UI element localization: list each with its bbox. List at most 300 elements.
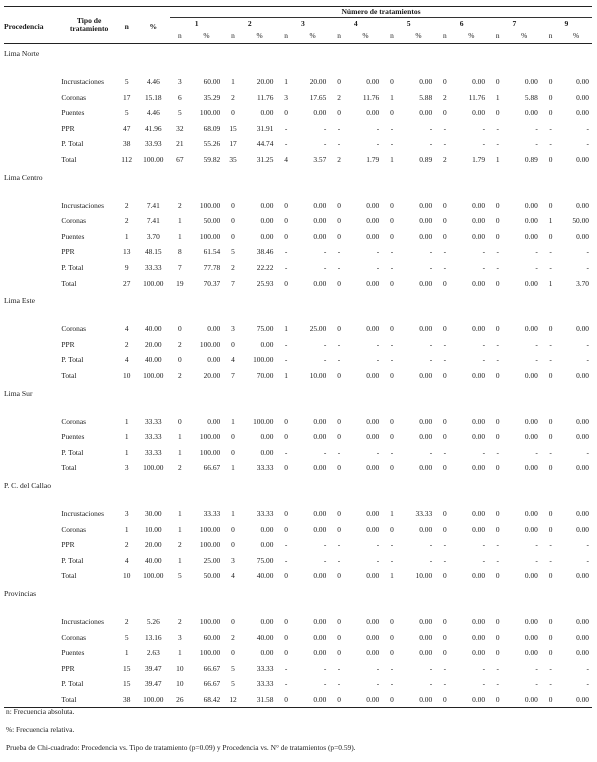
treatment-type-cell: Puentes: [61, 231, 85, 241]
treatment-pct-cell: -: [323, 123, 327, 133]
treatment-pct-cell: 44.74: [256, 139, 274, 149]
treatment-n-cell: 0: [443, 648, 447, 658]
treatment-pct-cell: 0.00: [402, 692, 436, 708]
treatment-n-cell: 0: [495, 200, 500, 210]
treatment-pct-cell: -: [429, 123, 433, 133]
header-treatment-1: 1: [194, 18, 199, 28]
treatment-n-cell: -: [390, 139, 394, 149]
pct-cell: 39.47: [144, 679, 162, 689]
treatment-n-cell: -: [390, 540, 394, 550]
treatment-n-cell: 0: [231, 616, 235, 626]
treatment-pct-cell: 0.00: [524, 648, 538, 658]
empty-cell: [4, 537, 61, 553]
treatment-n-cell: 0: [337, 231, 341, 241]
treatment-pct-cell: 0.00: [472, 524, 486, 534]
table-row: [4, 460, 592, 476]
treatment-pct-cell: 0.00: [524, 416, 538, 426]
treatment-pct-cell: -: [586, 263, 589, 273]
subheader-n: n: [231, 31, 235, 41]
treatment-pct-cell: -: [376, 679, 380, 689]
treatment-n-cell: -: [284, 540, 288, 550]
treatment-pct-cell: 0.00: [260, 648, 274, 658]
treatment-n-cell: 0: [495, 632, 500, 642]
treatment-n-cell: 1: [231, 463, 235, 473]
treatment-pct-cell: 0.00: [260, 231, 274, 241]
treatment-n-cell: -: [284, 355, 288, 365]
treatment-pct-cell: 0.89: [419, 155, 433, 165]
treatment-n-cell: -: [549, 447, 552, 457]
treatment-pct-cell: 0.00: [472, 371, 486, 380]
treatment-n-cell: 1: [495, 92, 500, 102]
n-cell: 1: [124, 447, 129, 457]
treatment-n-cell: 3: [231, 324, 235, 334]
treatment-n-cell: 21: [176, 139, 184, 149]
treatment-pct-cell: 0.00: [472, 432, 486, 442]
header-treatment-6: 6: [459, 18, 464, 28]
treatment-type-cell: Total: [61, 155, 77, 165]
treatment-pct-cell: -: [535, 679, 538, 689]
treatment-pct-cell: 0.00: [576, 571, 589, 581]
empty-cell: [4, 445, 61, 461]
treatment-n-cell: 3: [177, 77, 182, 87]
treatment-pct-cell: -: [586, 679, 589, 689]
treatment-n-cell: 1: [177, 216, 182, 226]
n-cell: 2: [124, 616, 129, 626]
treatment-n-cell: 3: [177, 632, 182, 642]
treatment-pct-cell: 3.70: [576, 278, 589, 288]
treatment-pct-cell: -: [429, 447, 433, 457]
treatment-n-cell: -: [284, 679, 288, 689]
treatment-type-cell: Total: [61, 463, 77, 473]
treatment-type-cell: P. Total: [61, 139, 84, 149]
treatment-type-cell: Incrustaciones: [61, 508, 105, 518]
treatment-n-cell: -: [496, 663, 499, 673]
treatment-pct-cell: -: [323, 679, 327, 689]
treatment-pct-cell: 0.00: [472, 200, 486, 210]
treatment-type-cell: P. Total: [61, 355, 84, 365]
treatment-pct-cell: 0.00: [524, 508, 538, 518]
pct-cell: 40.00: [144, 355, 162, 365]
treatment-n-cell: 0: [548, 324, 553, 334]
treatment-pct-cell: 0.00: [260, 200, 274, 210]
treatment-pct-cell: 1.79: [472, 155, 486, 165]
treatment-n-cell: 0: [284, 278, 288, 288]
treatment-pct-cell: 100.00: [253, 355, 274, 365]
treatment-n-cell: 0: [337, 632, 341, 642]
header-treatment-7: 7: [512, 18, 517, 28]
treatment-n-cell: 35: [229, 155, 237, 165]
treatment-pct-cell: 100.00: [199, 524, 221, 534]
treatment-n-cell: -: [496, 555, 499, 565]
treatment-pct-cell: 0.89: [524, 155, 538, 165]
treatment-type-cell: Total: [61, 571, 77, 581]
treatment-pct-cell: -: [586, 663, 589, 673]
treatment-pct-cell: 0.00: [366, 616, 380, 626]
treatment-n-cell: 0: [548, 231, 553, 241]
treatment-n-cell: -: [443, 663, 447, 673]
treatment-n-cell: -: [284, 123, 288, 133]
empty-cell: [4, 229, 61, 245]
treatment-n-cell: 0: [548, 155, 553, 165]
pct-cell: 100.00: [143, 371, 164, 380]
treatment-pct-cell: 0.00: [472, 508, 486, 518]
group-header-row: [4, 291, 592, 321]
empty-cell: [4, 352, 61, 368]
n-cell: 2: [124, 216, 129, 226]
treatment-pct-cell: 0.00: [472, 616, 486, 626]
treatment-type-cell: Coronas: [61, 324, 86, 334]
treatment-pct-cell: 0.00: [576, 632, 589, 642]
treatment-pct-cell: -: [429, 555, 433, 565]
treatment-n-cell: -: [443, 447, 447, 457]
n-cell: 5: [124, 77, 129, 87]
treatment-n-cell: 1: [284, 371, 288, 380]
treatment-n-cell: 0: [390, 416, 394, 426]
treatment-n-cell: 0: [231, 231, 235, 241]
treatment-pct-cell: -: [429, 263, 433, 273]
treatment-n-cell: -: [549, 139, 552, 149]
treatment-pct-cell: 0.00: [419, 371, 433, 380]
treatment-pct-cell: 10.00: [309, 371, 327, 380]
treatment-n-cell: 0: [495, 571, 500, 581]
treatment-n-cell: 15: [229, 123, 237, 133]
subheader-n: n: [390, 31, 394, 41]
treatment-pct-cell: 0.00: [366, 463, 380, 473]
treatment-pct-cell: -: [376, 540, 380, 550]
treatment-n-cell: 10: [176, 663, 184, 673]
treatment-n-cell: 2: [177, 200, 182, 210]
subheader-pct: %: [415, 31, 422, 41]
treatment-pct-cell: 0.00: [524, 108, 538, 118]
treatment-pct-cell: -: [482, 123, 486, 133]
treatment-pct-cell: 0.00: [366, 416, 380, 426]
treatment-n-cell: 1: [284, 324, 288, 334]
treatment-n-cell: 0: [284, 524, 288, 534]
treatment-n-cell: -: [337, 263, 341, 273]
treatment-pct-cell: 100.00: [199, 339, 221, 349]
treatment-n-cell: 0: [548, 632, 553, 642]
n-cell: 112: [121, 155, 133, 165]
empty-cell: [4, 614, 61, 630]
treatment-n-cell: 0: [337, 616, 341, 626]
treatment-n-cell: 0: [548, 416, 553, 426]
treatment-pct-cell: 70.00: [256, 371, 274, 380]
treatment-n-cell: 0: [390, 616, 394, 626]
treatment-n-cell: -: [496, 123, 499, 133]
treatment-pct-cell: 50.00: [572, 216, 589, 226]
empty-cell: [4, 244, 61, 260]
empty-cell: [4, 645, 61, 661]
treatment-n-cell: 0: [231, 524, 235, 534]
treatment-type-cell: P. Total: [61, 447, 84, 457]
treatment-pct-cell: 0.00: [260, 540, 274, 550]
empty-cell: [4, 521, 61, 537]
treatment-pct-cell: 0.00: [576, 616, 589, 626]
treatment-pct-cell: -: [376, 139, 380, 149]
treatment-n-cell: 4: [231, 571, 235, 581]
treatment-n-cell: 0: [390, 77, 394, 87]
treatment-pct-cell: 0.00: [524, 371, 538, 380]
treatment-n-cell: 0: [337, 571, 341, 581]
treatment-n-cell: 5: [177, 571, 182, 581]
pct-cell: 33.33: [144, 416, 162, 426]
treatment-n-cell: 2: [231, 263, 235, 273]
treatment-n-cell: 0: [443, 278, 447, 288]
treatment-n-cell: 1: [177, 231, 182, 241]
treatment-type-cell: PPR: [61, 663, 75, 673]
treatment-n-cell: 0: [548, 200, 553, 210]
treatment-n-cell: 0: [284, 632, 288, 642]
treatment-pct-cell: 25.93: [256, 278, 274, 288]
treatment-pct-cell: 0.00: [260, 216, 274, 226]
treatment-type-cell: Incrustaciones: [61, 616, 105, 626]
subheader-pct: %: [362, 31, 369, 41]
treatment-pct-cell: -: [376, 447, 380, 457]
treatment-pct-cell: 0.00: [524, 278, 538, 288]
pct-cell: 10.00: [144, 524, 162, 534]
treatment-n-cell: 7: [231, 371, 235, 380]
treatment-n-cell: -: [443, 679, 447, 689]
pct-cell: 5.26: [146, 616, 160, 626]
treatment-pct-cell: 59.82: [203, 155, 221, 165]
treatment-n-cell: 0: [443, 216, 447, 226]
treatment-n-cell: 0: [390, 108, 394, 118]
table-row: [4, 337, 592, 353]
table-row: [4, 614, 592, 630]
treatment-n-cell: 0: [231, 200, 235, 210]
pct-cell: 41.96: [144, 123, 162, 133]
n-cell: 27: [123, 278, 131, 288]
treatment-n-cell: 2: [177, 463, 182, 473]
treatment-n-cell: 0: [495, 432, 500, 442]
treatment-pct-cell: -: [535, 123, 538, 133]
pct-cell: 100.00: [143, 278, 164, 288]
treatment-pct-cell: -: [323, 247, 327, 257]
subheader-pct: %: [573, 31, 580, 41]
treatment-pct-cell: 0.00: [472, 632, 486, 642]
treatment-n-cell: -: [337, 679, 341, 689]
treatment-pct-cell: 0.00: [419, 278, 433, 288]
group-name: Lima Este: [4, 296, 35, 306]
n-cell: 1: [124, 231, 129, 241]
treatment-pct-cell: 0.00: [524, 432, 538, 442]
treatment-n-cell: 0: [382, 692, 401, 708]
treatment-pct-cell: 0.00: [207, 355, 221, 365]
treatment-n-cell: -: [284, 247, 288, 257]
treatment-type-cell: P. Total: [61, 263, 84, 273]
treatment-n-cell: 1: [390, 155, 394, 165]
treatment-n-cell: 3: [284, 92, 288, 102]
treatment-pct-cell: -: [482, 247, 486, 257]
empty-cell: [4, 136, 61, 152]
treatment-n-cell: -: [337, 663, 341, 673]
treatment-n-cell: -: [337, 355, 341, 365]
treatment-type-cell: Coronas: [61, 216, 86, 226]
treatment-n-cell: 1: [177, 508, 182, 518]
treatment-pct-cell: 68.09: [203, 123, 221, 133]
treatment-n-cell: 0: [231, 108, 235, 118]
treatment-pct-cell: 100.00: [199, 648, 221, 658]
treatment-n-cell: 0: [443, 371, 447, 380]
table-row: [4, 661, 592, 677]
table-body: [4, 44, 592, 708]
treatment-type-cell: P. Total: [61, 679, 84, 689]
treatment-n-cell: 0: [443, 416, 447, 426]
table-row: [4, 90, 592, 106]
treatment-pct-cell: 0.00: [524, 524, 538, 534]
treatment-pct-cell: 11.76: [257, 92, 274, 102]
treatment-n-cell: 0: [337, 432, 341, 442]
treatment-pct-cell: 60.00: [203, 632, 221, 642]
treatment-n-cell: 7: [231, 278, 235, 288]
treatment-pct-cell: -: [586, 555, 589, 565]
table-row: [4, 105, 592, 121]
pct-cell: 7.41: [146, 200, 160, 210]
treatment-n-cell: 67: [176, 155, 184, 165]
treatment-pct-cell: 100.00: [199, 231, 221, 241]
treatment-pct-cell: 100.00: [199, 200, 221, 210]
treatment-pct-cell: 31.91: [256, 123, 274, 133]
treatment-pct-cell: 25.00: [309, 324, 327, 334]
treatment-n-cell: 5: [177, 108, 182, 118]
treatment-n-cell: -: [337, 339, 341, 349]
pct-cell: 4.46: [146, 108, 160, 118]
treatment-n-cell: -: [496, 247, 499, 257]
treatment-pct-cell: -: [429, 679, 433, 689]
n-cell: 10: [123, 571, 131, 581]
treatment-n-cell: 0: [284, 231, 288, 241]
treatment-n-cell: 0: [284, 508, 288, 518]
treatment-n-cell: 0: [443, 632, 447, 642]
treatment-pct-cell: 0.00: [366, 432, 380, 442]
treatment-n-cell: 0: [390, 278, 394, 288]
treatment-pct-cell: -: [376, 555, 380, 565]
treatment-pct-cell: 0.00: [313, 524, 327, 534]
treatment-n-cell: -: [549, 540, 552, 550]
header-treatment-5: 5: [406, 18, 411, 28]
treatment-pct-cell: -: [429, 247, 433, 257]
treatment-pct-cell: -: [376, 123, 380, 133]
empty-cell: [4, 276, 61, 292]
treatment-pct-cell: 0.00: [313, 278, 327, 288]
treatment-pct-cell: -: [323, 447, 327, 457]
treatment-n-cell: 26: [170, 692, 190, 708]
treatment-pct-cell: 35.29: [203, 92, 221, 102]
n-cell: 38: [117, 692, 137, 708]
treatment-pct-cell: 0.00: [366, 77, 380, 87]
empty-cell: [4, 692, 61, 708]
pct-cell: 40.00: [144, 324, 162, 334]
treatment-n-cell: 0: [495, 616, 500, 626]
treatment-pct-cell: 0.00: [419, 416, 433, 426]
pct-cell: 2.63: [146, 648, 160, 658]
group-name: Provincias: [4, 588, 37, 598]
treatment-n-cell: 0: [443, 432, 447, 442]
treatment-type-cell: PPR: [61, 540, 75, 550]
subheader-pct: %: [256, 31, 263, 41]
treatment-pct-cell: 0.00: [524, 324, 538, 334]
treatment-pct-cell: -: [429, 139, 433, 149]
treatment-n-cell: -: [284, 447, 288, 457]
group-name: Lima Norte: [4, 49, 40, 58]
treatment-pct-cell: 0.00: [366, 648, 380, 658]
treatment-pct-cell: 0.00: [260, 447, 274, 457]
treatment-n-cell: -: [284, 263, 288, 273]
treatment-pct-cell: 0.00: [313, 200, 327, 210]
treatment-n-cell: -: [443, 139, 447, 149]
treatment-pct-cell: 100.00: [199, 540, 221, 550]
n-cell: 10: [123, 371, 131, 380]
treatment-n-cell: 0: [495, 324, 500, 334]
treatment-n-cell: 0: [284, 571, 288, 581]
treatment-type-cell: PPR: [61, 123, 75, 133]
treatment-pct-cell: 0.00: [419, 200, 433, 210]
treatment-type-cell: Puentes: [61, 432, 85, 442]
treatment-type-cell: Coronas: [61, 416, 86, 426]
treatment-n-cell: 0: [231, 540, 235, 550]
treatment-pct-cell: 0.00: [576, 524, 589, 534]
treatment-type-cell: Coronas: [61, 92, 86, 102]
table-row: [4, 121, 592, 137]
empty-cell: [4, 368, 61, 384]
treatment-n-cell: -: [390, 339, 394, 349]
subheader-pct: %: [521, 31, 528, 41]
treatment-n-cell: 0: [231, 432, 235, 442]
treatment-n-cell: 1: [177, 555, 182, 565]
treatment-n-cell: 0: [443, 616, 447, 626]
treatment-n-cell: 1: [390, 571, 394, 581]
treatment-pct-cell: 0.00: [576, 77, 589, 87]
pct-cell: 40.00: [144, 555, 162, 565]
treatment-pct-cell: 0.00: [560, 692, 592, 708]
treatment-pct-cell: 0.00: [419, 216, 433, 226]
treatment-n-cell: 0: [443, 508, 447, 518]
treatment-n-cell: 0: [337, 108, 341, 118]
treatment-pct-cell: 5.88: [524, 92, 538, 102]
treatment-pct-cell: 25.00: [203, 555, 221, 565]
treatment-pct-cell: 0.00: [313, 571, 327, 581]
treatment-n-cell: 0: [495, 463, 500, 473]
treatment-n-cell: 1: [177, 524, 182, 534]
treatment-n-cell: -: [337, 247, 341, 257]
treatment-pct-cell: 0.00: [472, 108, 486, 118]
treatment-pct-cell: 40.00: [256, 632, 274, 642]
empty-cell: [4, 337, 61, 353]
treatment-n-cell: -: [443, 263, 447, 273]
treatment-n-cell: 0: [548, 371, 553, 380]
treatment-n-cell: 0: [284, 200, 288, 210]
treatment-n-cell: 0: [337, 200, 341, 210]
pct-cell: 48.15: [144, 247, 162, 257]
treatment-n-cell: -: [390, 447, 394, 457]
pct-cell: 100.00: [143, 571, 164, 581]
n-cell: 1: [124, 432, 129, 442]
n-cell: 15: [123, 663, 131, 673]
treatment-n-cell: 0: [390, 200, 394, 210]
treatment-pct-cell: 61.54: [203, 247, 221, 257]
treatment-n-cell: -: [549, 339, 552, 349]
treatment-n-cell: -: [390, 355, 394, 365]
empty-cell: [4, 553, 61, 569]
empty-cell: [4, 460, 61, 476]
treatment-n-cell: 0: [177, 416, 182, 426]
treatment-pct-cell: 0.00: [472, 278, 486, 288]
treatment-n-cell: -: [443, 247, 447, 257]
treatment-n-cell: 1: [548, 278, 553, 288]
table-row: [4, 692, 592, 708]
treatment-pct-cell: 10.00: [415, 571, 433, 581]
treatment-pct-cell: -: [482, 139, 486, 149]
